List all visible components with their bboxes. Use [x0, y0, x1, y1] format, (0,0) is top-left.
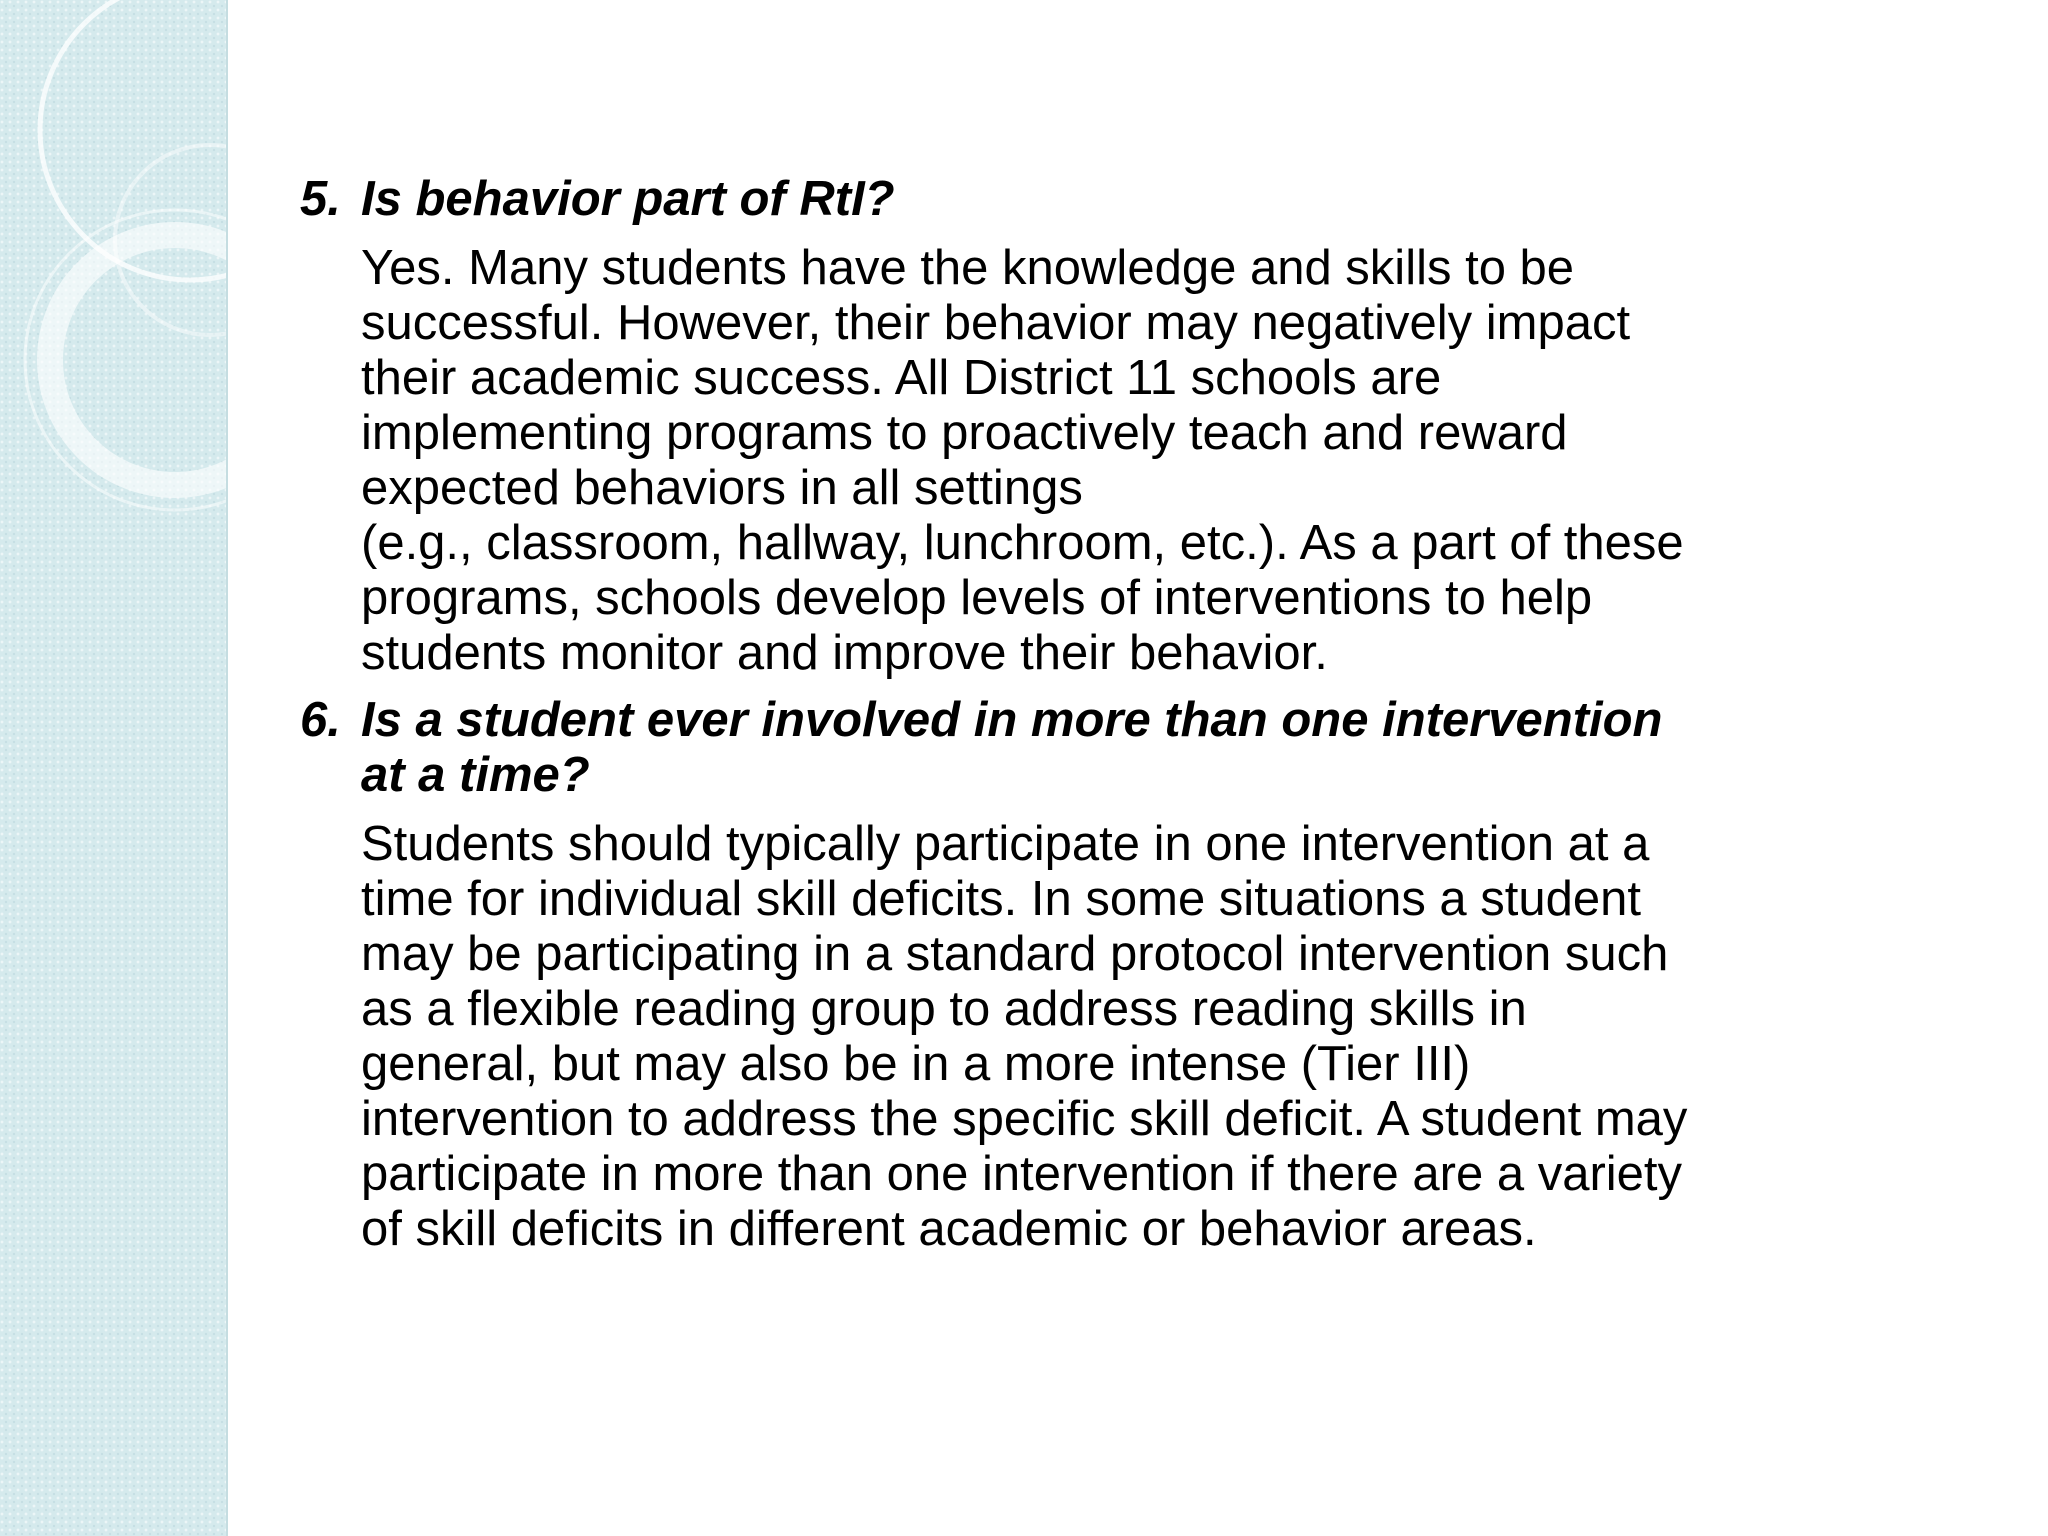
answer-6-text: Students should typically participate in one intervention at a time for individual skill deficits. In some situations a student may be participating in a standard protocol intervention such as a flexible reading group to address reading skills in general, but may also be in a more intense (Tier III) intervention to address the specific skill deficit. A student may participate in more than one intervention if there are a variety of skill deficits in different academic or behavior areas.: [361, 817, 1688, 1256]
decorative-rings-graphic: [0, 0, 228, 1536]
slide-content: [300, 172, 1940, 1257]
sidebar-divider: [226, 0, 228, 1536]
question-6: [300, 693, 1940, 803]
question-5-text: Is behavior part of RtI?: [361, 172, 895, 226]
decorative-sidebar: [0, 0, 228, 1536]
question-5-number: 5.: [300, 172, 341, 226]
question-6-number: 6.: [300, 693, 341, 747]
answer-5-text: Yes. Many students have the knowledge and skills to be successful. However, their behavior may negatively impact their academic success. All District 11 schools are implementing programs to proactively teach and reward expected behaviors in all settings (e.g., classroom, hallway, lunchroom, etc.). As a part of these programs, schools develop levels of interventions to help students monitor and improve their behavior.: [361, 241, 1684, 680]
question-6-text: Is a student ever involved in more than one intervention at a time?: [361, 693, 1663, 802]
question-5: [300, 172, 1940, 227]
